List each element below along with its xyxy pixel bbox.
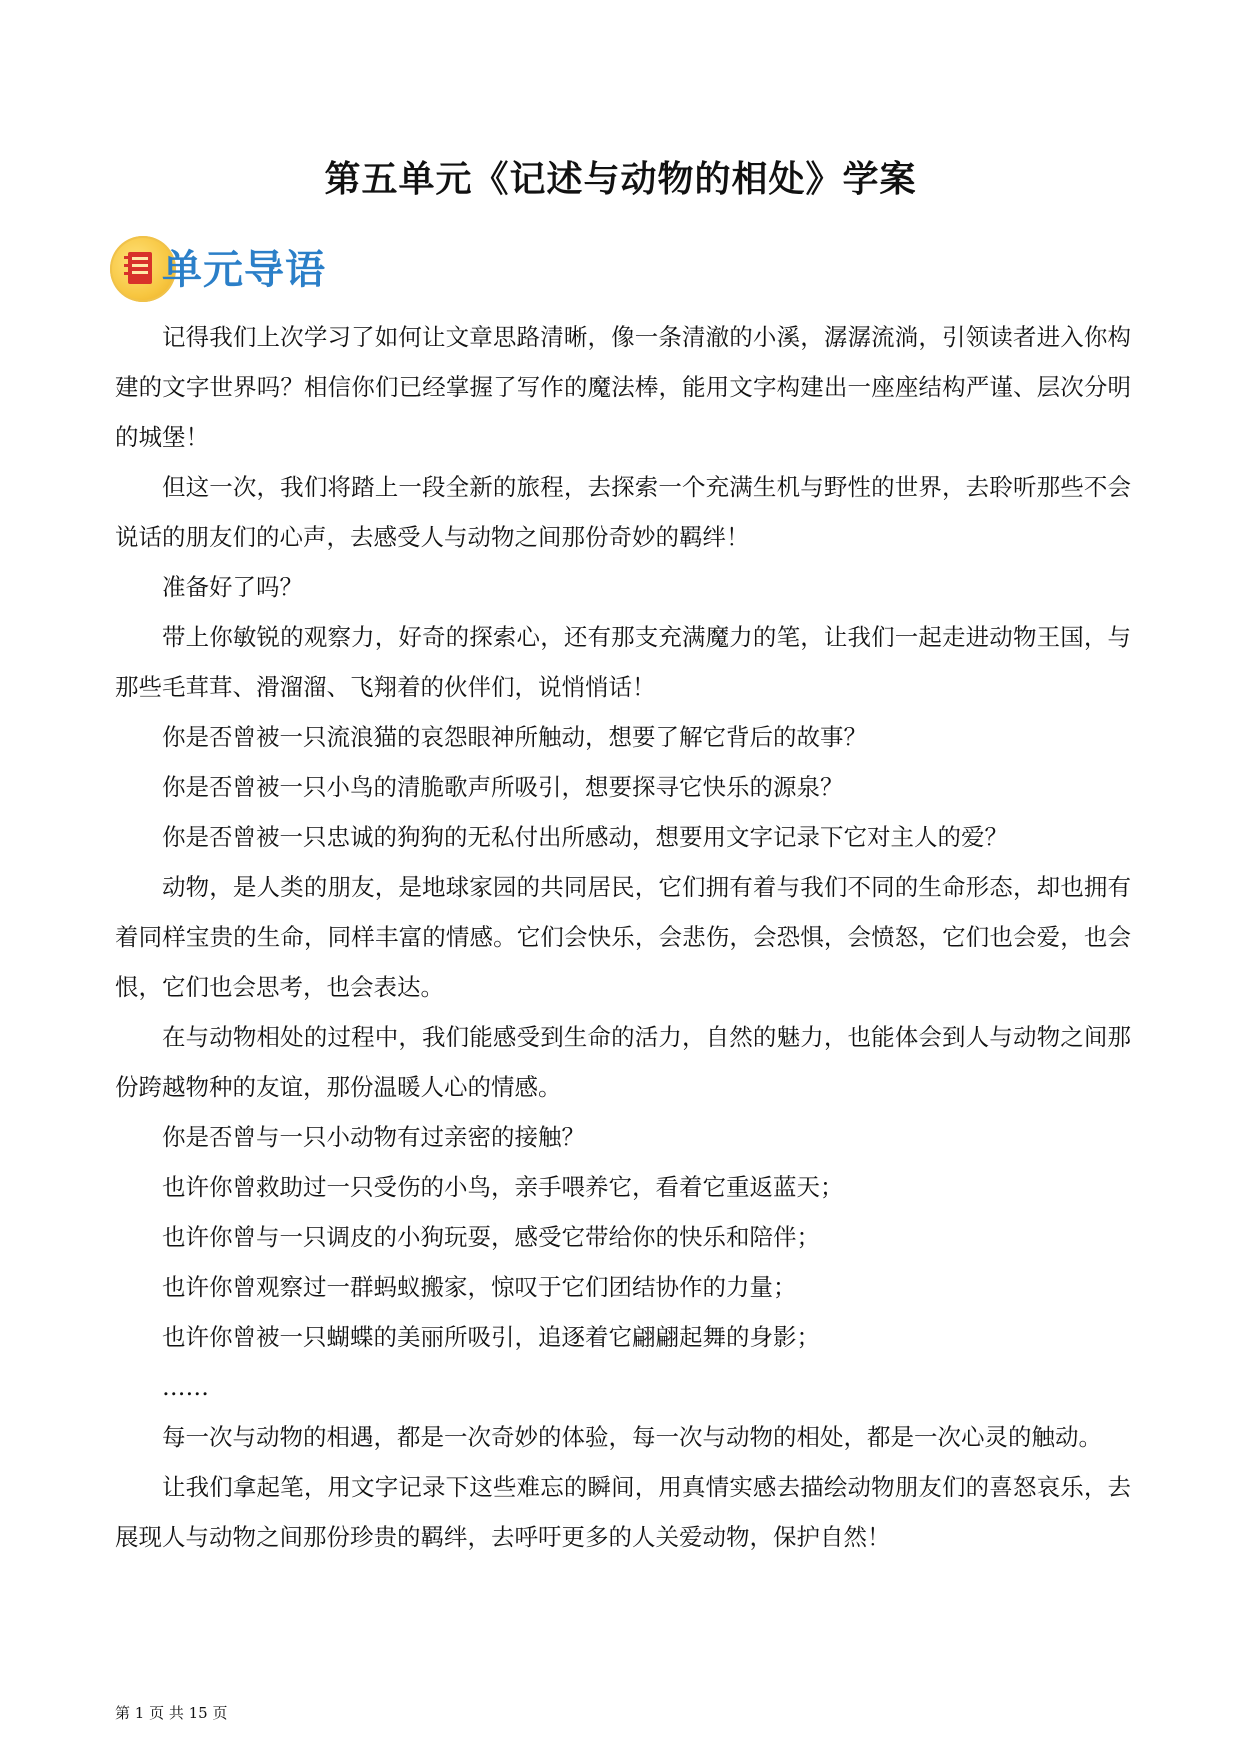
paragraph: 准备好了吗？ (162, 573, 303, 601)
paragraph: 每一次与动物的相遇，都是一次奇妙的体验，每一次与动物的相处，都是一次心灵的触动。 (162, 1423, 1102, 1451)
paragraph: 动物，是人类的朋友，是地球家园的共同居民，它们拥有着与我们不同的生命形态，却也拥有着同样宝贵的生命，同样丰富的情感。它们会快乐，会悲伤，会恐惧，会愤怒，它们也会爱，也会恨，它们也会思考，也会表达。 (115, 873, 1131, 1001)
paragraph: 在与动物相处的过程中，我们能感受到生命的活力，自然的魅力，也能体会到人与动物之间那份跨越物种的友谊，那份温暖人心的情感。 (115, 1023, 1131, 1101)
page-title: 第五单元《记述与动物的相处》学案 (324, 159, 917, 200)
body-text (115, 312, 1131, 1562)
paragraph: 你是否曾与一只小动物有过亲密的接触？ (162, 1123, 585, 1151)
paragraph: 让我们拿起笔，用文字记录下这些难忘的瞬间，用真情实感去描绘动物朋友们的喜怒哀乐，去展现人与动物之间那份珍贵的羁绊，去呼吁更多的人关爱动物，保护自然！ (115, 1473, 1131, 1551)
paragraph-ellipsis: …… (162, 1373, 209, 1401)
paragraph: 你是否曾被一只小鸟的清脆歌声所吸引，想要探寻它快乐的源泉？ (162, 773, 844, 801)
section-label: 单元导语 (162, 247, 326, 293)
paragraph: 也许你曾救助过一只受伤的小鸟，亲手喂养它，看着它重返蓝天； (162, 1173, 844, 1201)
paragraph: 也许你曾观察过一群蚂蚁搬家，惊叹于它们团结协作的力量； (162, 1273, 797, 1301)
paragraph: 记得我们上次学习了如何让文章思路清晰，像一条清澈的小溪，潺潺流淌，引领读者进入你构建的文字世界吗？相信你们已经掌握了写作的魔法棒，能用文字构建出一座座结构严谨、层次分明的城堡！ (115, 323, 1131, 451)
paragraph: 你是否曾被一只流浪猫的哀怨眼神所触动，想要了解它背后的故事？ (162, 723, 867, 751)
paragraph: 但这一次，我们将踏上一段全新的旅程，去探索一个充满生机与野性的世界，去聆听那些不会说话的朋友们的心声，去感受人与动物之间那份奇妙的羁绊！ (115, 473, 1131, 551)
paragraph: 你是否曾被一只忠诚的狗狗的无私付出所感动，想要用文字记录下它对主人的爱？ (162, 823, 1008, 851)
paragraph: 带上你敏锐的观察力，好奇的探索心，还有那支充满魔力的笔，让我们一起走进动物王国，与那些毛茸茸、滑溜溜、飞翔着的伙伴们，说悄悄话！ (115, 623, 1131, 701)
page-number: 第 1 页 共 15 页 (115, 1704, 228, 1722)
paragraph: 也许你曾被一只蝴蝶的美丽所吸引，追逐着它翩翩起舞的身影； (162, 1323, 820, 1351)
paragraph: 也许你曾与一只调皮的小狗玩耍，感受它带给你的快乐和陪伴； (162, 1223, 820, 1251)
section-header (110, 232, 370, 312)
